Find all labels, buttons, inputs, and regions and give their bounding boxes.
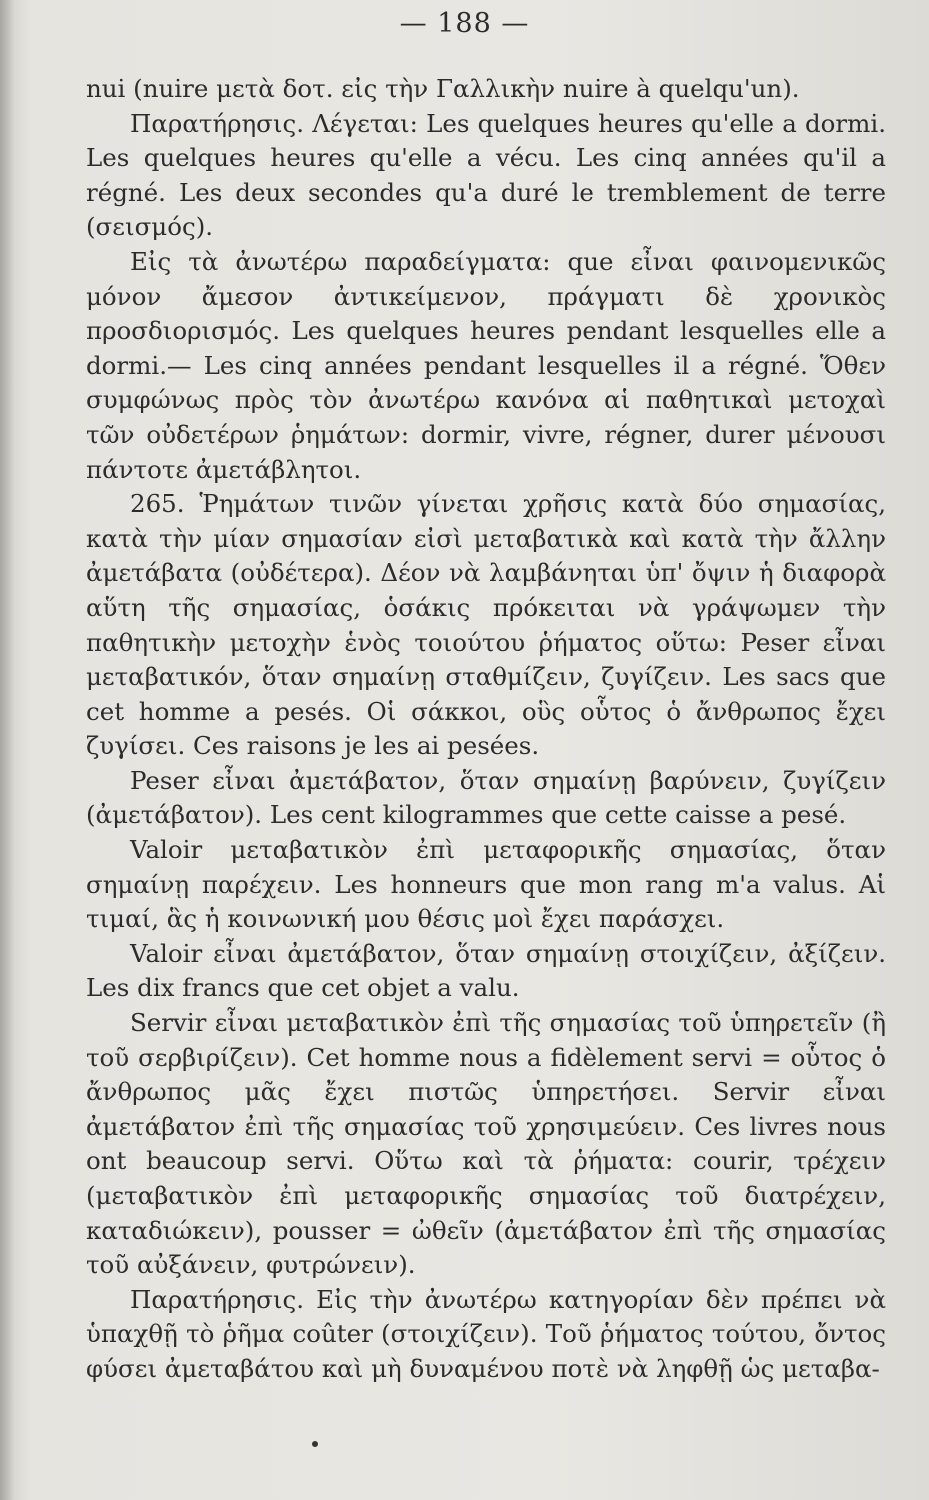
paragraph-3: Εἰς τὰ ἀνωτέρω παραδείγματα: que εἶναι φαινομενικῶς μόνον ἄμεσον ἀντικείμενον, πράγματι δὲ χρονικὸς προσδιορισμός. Les quelques heures pendant lesquelles elle a dormi.— Les cinq années pendant lesquelles il a régné. Ὅθεν συμφώνως πρὸς τὸν ἀνωτέρω κανόνα αἱ παθητικαὶ μετοχαὶ τῶν οὐδετέρων ῥημάτων: dormir, vivre, régner, durer μένουσι πάντοτε ἀμετάβλητοι.: [86, 246, 886, 484]
page-number: — 188 —: [399, 8, 530, 39]
paragraph-5: Peser εἶναι ἀμετάβατον, ὅταν σημαίνῃ βαρύνειν, ζυγίζειν (ἀμετάβατον). Les cent kilogrammes que cette caisse a pesé.: [86, 765, 886, 830]
paragraph-2: Παρατήρησις. Λέγεται: Les quelques heures qu'elle a dormi. Les quelques heures qu'elle a vécu. Les cinq années qu'il a régné. Les deux secondes qu'a duré le tremblement de terre (σεισμός).: [86, 108, 886, 242]
binding-shadow: [0, 0, 14, 1500]
paragraph-4: 265. Ῥημάτων τινῶν γίνεται χρῆσις κατὰ δύο σημασίας, κατὰ τὴν μίαν σημασίαν εἰσὶ μεταβατικὰ καὶ κατὰ τὴν ἄλλην ἀμετάβατα (οὐδέτερα). Δέον νὰ λαμβάνηται ὑπ' ὄψιν ἡ διαφορὰ αὕτη τῆς σημασίας, ὁσάκις πρόκειται νὰ γράψωμεν τὴν παθητικὴν μετοχὴν ἑνὸς τοιούτου ῥήματος οὕτω: Peser εἶναι μεταβατικόν, ὅταν σημαίνῃ σταθμίζειν, ζυγίζειν. Les sacs que cet homme a pesés. Οἱ σάκκοι, οὓς οὗτος ὁ ἄνθρωπος ἔχει ζυγίσει. Ces raisons je les ai pesées.: [86, 489, 886, 761]
paragraph-6: Valoir μεταβατικὸν ἐπὶ μεταφορικῆς σημασίας, ὅταν σημαίνῃ παρέχειν. Les honneurs que mon rang m'a valus. Αἱ τιμαί, ἃς ἡ κοινωνική μου θέσις μοὶ ἔχει παράσχει.: [86, 835, 886, 934]
ink-dot: [312, 1441, 318, 1447]
paragraph-9: Παρατήρησις. Εἰς τὴν ἀνωτέρω κατηγορίαν δὲν πρέπει νὰ ὑπαχθῇ τὸ ῥῆμα coûter (στοιχίζειν). Τοῦ ῥήματος τούτου, ὄντος φύσει ἀμεταβάτου καὶ μὴ δυναμένου ποτὲ νὰ ληφθῇ ὡς μεταβα-: [86, 1284, 886, 1383]
paragraph-8: Servir εἶναι μεταβατικὸν ἐπὶ τῆς σημασίας τοῦ ὑπηρετεῖν (ἢ τοῦ σερβιρίζειν). Cet homme nous a fidèlement servi = οὗτος ὁ ἄνθρωπος μᾶς ἔχει πιστῶς ὑπηρετήσει. Servir εἶναι ἀμετάβατον ἐπὶ τῆς σημασίας τοῦ χρησιμεύειν. Ces livres nous ont beaucoup servi. Οὕτω καὶ τὰ ῥήματα: courir, τρέχειν (μεταβατικὸν ἐπὶ μεταφορικῆς σημασίας τοῦ διατρέχειν, καταδιώκειν), pousser = ὠθεῖν (ἀμετάβατον ἐπὶ τῆς σημασίας τοῦ αὐξάνειν, φυτρώνειν).: [86, 1008, 886, 1280]
paragraph-1: nui (nuire μετὰ δοτ. εἰς τὴν Γαλλικὴν nuire à quelqu'un).: [86, 74, 800, 103]
paragraph-7: Valoir εἶναι ἀμετάβατον, ὅταν σημαίνῃ στοιχίζειν, ἀξίζειν. Les dix francs que cet objet a valu.: [86, 938, 886, 1003]
page-body: [86, 72, 886, 1387]
